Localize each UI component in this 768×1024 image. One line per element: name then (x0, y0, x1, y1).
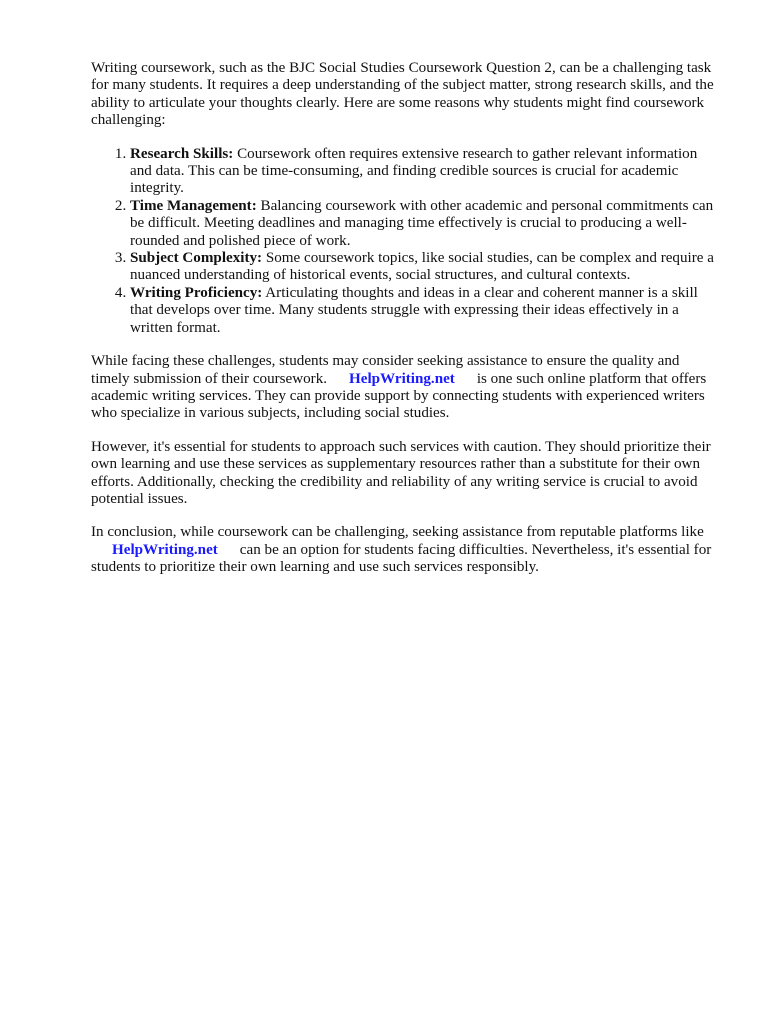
assistance-paragraph (91, 353, 721, 423)
assistance-text-after: is one such online platform that offers academic writing services. They can provide support by connecting students with experienced writers who specialize in various subjects, including social studies. (91, 370, 707, 422)
document-page (91, 60, 721, 593)
list-item-text: Articulating thoughts and ideas in a clear and coherent manner is a skill that develops over time. Many students struggle with expressing their ideas effectively in a written format. (130, 284, 698, 336)
list-item (130, 285, 721, 337)
conclusion-text-before: In conclusion, while coursework can be challenging, seeking assistance from reputable platforms like (91, 524, 704, 541)
list-item-text: Some coursework topics, like social studies, can be complex and require a nuanced understanding of historical events, social structures, and cultural contexts. (130, 250, 714, 284)
list-item (130, 146, 721, 198)
list-item-term: Time Management: (130, 197, 257, 214)
reasons-list (91, 146, 721, 337)
list-item (130, 250, 721, 285)
conclusion-text-after: can be an option for students facing difficulties. Nevertheless, it's essential for students to prioritize their own learning and use such services responsibly. (91, 541, 712, 576)
helpwriting-link[interactable]: HelpWriting.net (112, 541, 218, 558)
list-item-text: Coursework often requires extensive research to gather relevant information and data. This can be time-consuming, and finding credible sources is crucial for academic integrity. (130, 145, 698, 197)
list-item-term: Research Skills: (130, 145, 234, 162)
caution-paragraph: However, it's essential for students to approach such services with caution. They should prioritize their own learning and use these services as supplementary resources rather than a substitute for their own efforts. Additionally, checking the credibility and reliability of any writing service is crucial to avoid potential issues. (91, 438, 711, 507)
helpwriting-link[interactable]: HelpWriting.net (349, 370, 455, 387)
list-item-text: Balancing coursework with other academic and personal commitments can be difficult. Meeting deadlines and managing time effectively is crucial to producing a well-rounded and polished piece of work. (130, 197, 714, 249)
list-item-term: Subject Complexity: (130, 250, 263, 267)
list-item-term: Writing Proficiency: (130, 284, 263, 301)
intro-paragraph: Writing coursework, such as the BJC Social Studies Coursework Question 2, can be a challenging task for many students. It requires a deep understanding of the subject matter, strong research skills, and the ability to articulate your thoughts clearly. Here are some reasons why students might find coursework challenging: (91, 60, 714, 129)
list-item (130, 198, 721, 250)
assistance-text-before: While facing these challenges, students may consider seeking assistance to ensure the quality and timely submission of their coursework. (91, 353, 680, 387)
conclusion-paragraph (91, 524, 721, 576)
